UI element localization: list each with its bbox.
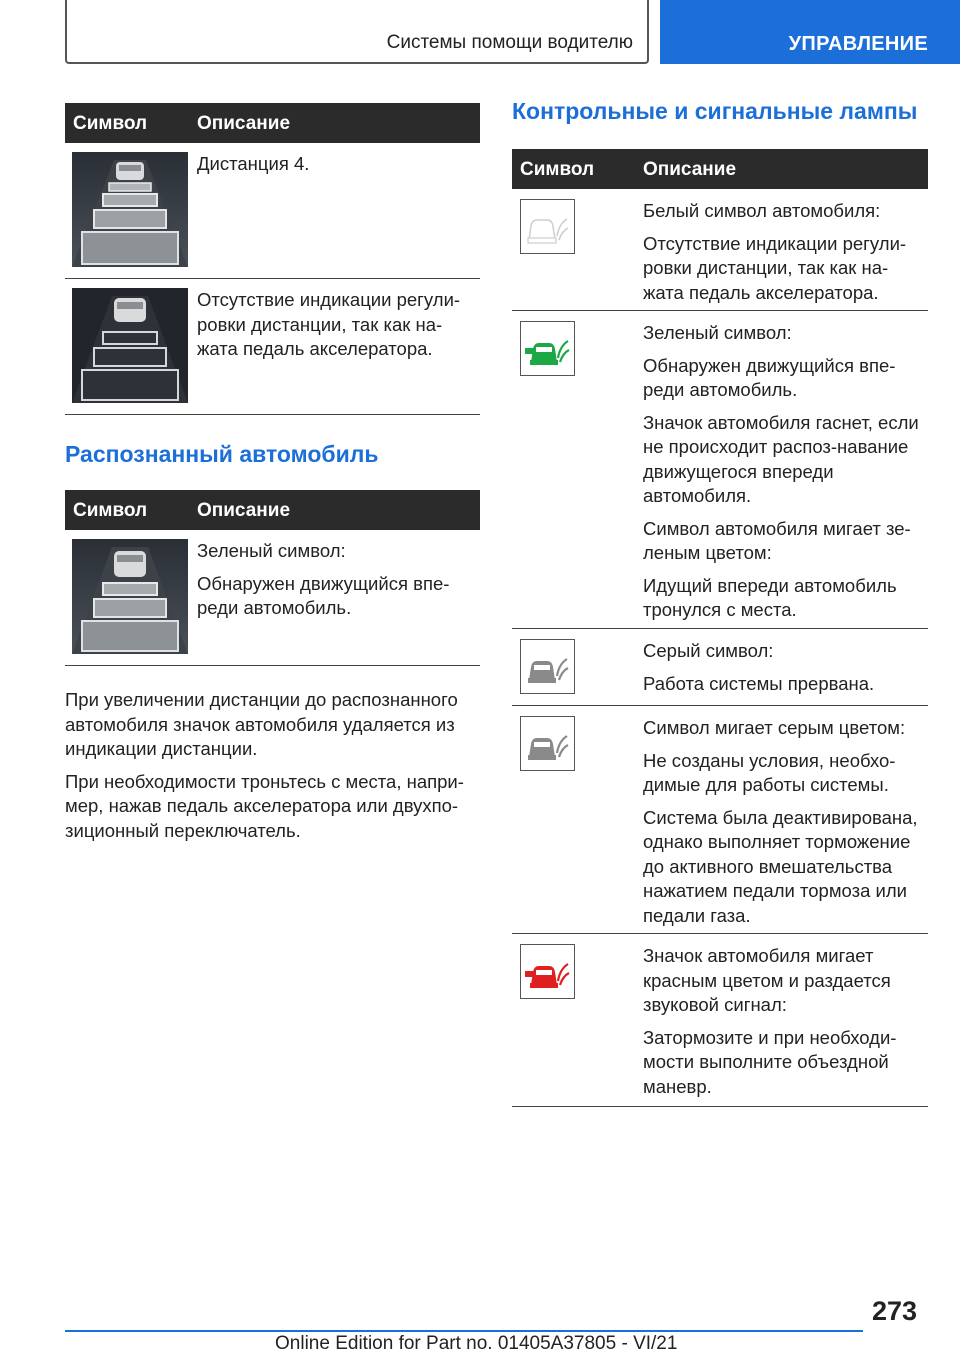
column-description: Описание (197, 113, 291, 134)
table-row (65, 279, 480, 415)
recognized-vehicle-icon (72, 539, 188, 654)
paragraph: При необходимости троньтесь с места, напри-мер, нажав педаль акселератора или двухпо-зиционный переключатель. (65, 770, 464, 841)
right-column (512, 98, 928, 1107)
footer-divider (65, 1330, 863, 1332)
table-header (65, 103, 480, 143)
row-description: Зеленый символ: Обнаружен движущийся впе-реди автомобиль. Значок автомобиля гаснет, если не происходит распоз-навание движущегося впереди автомобиля. Символ автомобиля мигает зе-леным цветом: Идущий впереди автомобиль тронулся с места. (643, 322, 919, 620)
section-heading: Контрольные и сигнальные лампы (512, 98, 918, 124)
grey-car-icon (520, 639, 575, 694)
green-car-icon (520, 321, 575, 376)
column-symbol: Символ (520, 159, 595, 180)
chapter-tab[interactable] (660, 0, 960, 64)
page-number: 273 (872, 1296, 918, 1326)
table-row (512, 189, 928, 311)
row-description: Зеленый символ: Обнаружен движущийся впе-реди автомобиль. (197, 540, 450, 618)
table-row (512, 934, 928, 1107)
body-text (65, 688, 480, 843)
table-row (512, 629, 928, 706)
section-title: Системы помощи водителю (386, 32, 633, 53)
distance-4-icon (72, 152, 188, 267)
table-row (65, 143, 480, 279)
row-description: Значок автомобиля мигает красным цветом и раздается звуковой сигнал: Затормозите и при необходи-мости выполните объездной маневр. (643, 945, 897, 1097)
left-column (65, 103, 480, 851)
white-car-icon (520, 199, 575, 254)
section-header (65, 0, 649, 64)
table-row (512, 706, 928, 934)
column-description: Описание (643, 159, 737, 180)
row-description: Отсутствие индикации регули-ровки дистанции, так как на-жата педаль акселератора. (197, 289, 461, 359)
chapter-title: УПРАВЛЕНИЕ (788, 33, 928, 55)
row-description: Белый символ автомобиля: Отсутствие индикации регули-ровки дистанции, так как на-жата педаль акселератора. (643, 200, 907, 303)
section-heading: Распознанный автомобиль (65, 441, 379, 467)
table-header (512, 149, 928, 189)
column-symbol: Символ (73, 113, 148, 134)
table-header (65, 490, 480, 530)
row-description: Серый символ: Работа системы прервана. (643, 640, 875, 694)
row-description: Символ мигает серым цветом: Не созданы условия, необхо-димые для работы системы. Система была деактивирована, однако выполняет торможение до активного вмешательства нажатием педали тормоза или педали газа. (643, 717, 918, 926)
grey-car-blinking-icon (520, 716, 575, 771)
table-row (65, 530, 480, 666)
table-row (512, 311, 928, 629)
column-description: Описание (197, 500, 291, 521)
row-description: Дистанция 4. (197, 153, 310, 174)
distance-no-control-icon (72, 288, 188, 403)
column-symbol: Символ (73, 500, 148, 521)
footer-edition: Online Edition for Part no. 01405A37805 - VI/21 (275, 1333, 678, 1354)
paragraph: При увеличении дистанции до распознанного автомобиля значок автомобиля удаляется из индикации дистанции. (65, 689, 458, 759)
red-car-icon (520, 944, 575, 999)
